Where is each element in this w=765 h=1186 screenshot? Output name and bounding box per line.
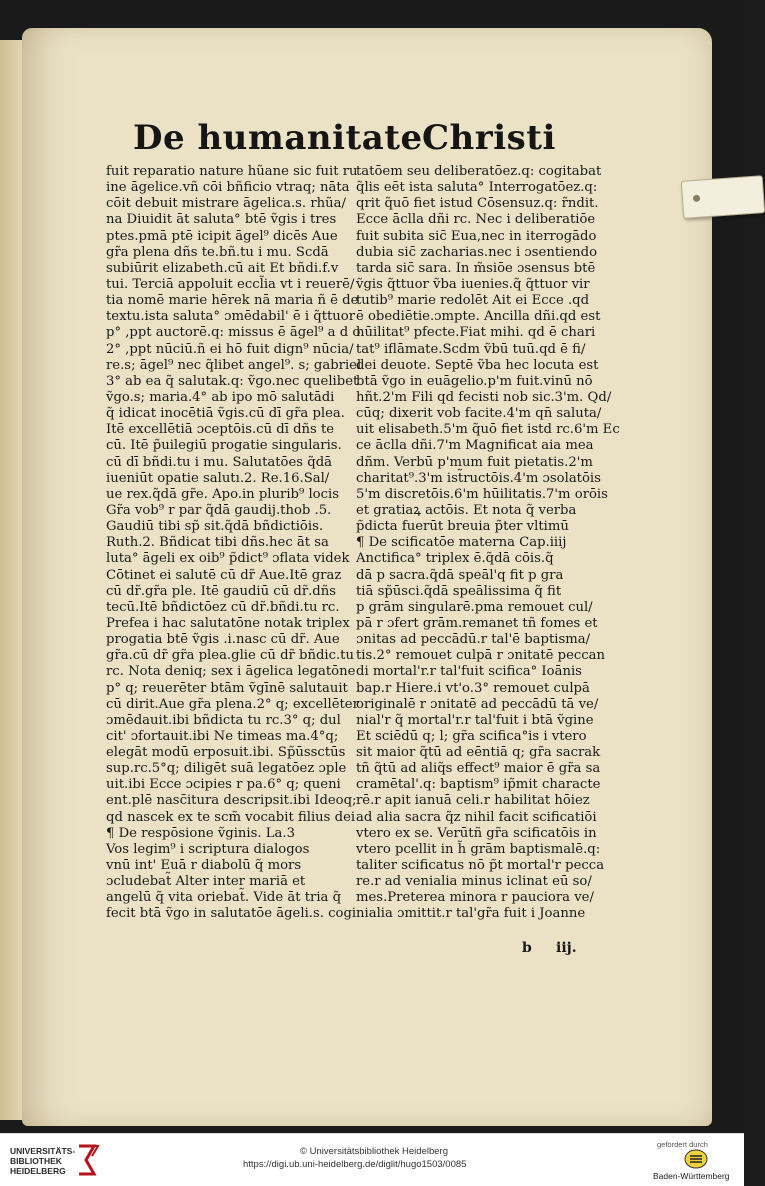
text-line: ṽgis q̃ttuor ṽba iuenies.q̃ q̃ttuor vir <box>356 276 590 292</box>
text-line: Gaudiū tibi sp̃ sit.q̃dā bñdictiōis. <box>106 519 324 535</box>
text-line: rē.r apit ianuā celi.r habilitat hōiez <box>356 793 590 809</box>
text-line: fuit subita sic̄ Eua,nec in iterrogādo <box>356 228 597 244</box>
text-line: tatōem seu deliberatōez.q: cogitabat <box>356 164 602 179</box>
text-line: cramētal'.q: baptism⁹ ip̃mit characte <box>356 777 601 793</box>
text-line: angelū q̃ vita oriebat̃. Vide āt tria q̃ <box>106 890 342 906</box>
text-line: ɔcludebat̃ Alter inter mariā et <box>106 874 306 890</box>
running-head-left: De humanitate <box>133 118 423 158</box>
text-line: subiūrit elizabeth.cū ait Et bñdi.f.v <box>106 260 339 276</box>
text-line: uit elisabeth.5'm q̃uō fiet istd rc.6'm Ec <box>356 422 620 438</box>
text-line: mes.Preterea minora r pauciora ve/ <box>356 890 594 906</box>
text-line: Vos legim⁹ i scriptura dialogos <box>106 841 310 857</box>
text-line: ue rex.q̃dā gr̃e. Apo.in plurib⁹ locis <box>106 486 339 502</box>
text-line: tñ q̃tū ad aliq̃s effect⁹ maior ē gr̃a sa <box>356 761 601 777</box>
funded-by-label: gefördert durch <box>657 1140 708 1149</box>
text-line: originalē r ɔnitatē ad peccādū tā ve/ <box>356 696 599 712</box>
text-line: ent.plē nasc̄itura descripsit.ibi Ideoq; <box>106 793 357 809</box>
text-line: cū dirit.Aue gr̃a plena.2° q; excellēter <box>106 696 359 712</box>
text-line: ē obediētie.ɔmpte. Ancilla dñi.qd est <box>356 309 601 325</box>
text-line: p grām singularē.pma remouet cul/ <box>356 599 593 615</box>
text-line: btā ṽgo in euāgelio.p'm fuit.vinū nō <box>356 373 593 389</box>
text-line: q̃ idicat inocētiā ṽgis.cū dī gr̃a plea. <box>106 406 345 422</box>
text-line: ɔmēdauit.ibi bñdicta tu rc.3° q; dul <box>106 712 341 728</box>
text-line: 5'm discretōis.6'm hūilitatis.7'm orōis <box>356 486 608 502</box>
text-line: re.r ad venialia minus iclinat eū so/ <box>356 874 592 890</box>
text-line: hñt.2'm Fili qd fecisti nob sic.3'm. Qd/ <box>356 389 612 405</box>
text-line: gr̃a.cū dr̃ gr̃a plea.glie cū dr̃ bñdic.tu <box>106 648 354 664</box>
text-line: gr̃a plena dñs te.bñ.tu i mu. Scdā <box>106 244 329 260</box>
text-line: charitat⁹.3'm ist̃ructōis.4'm ɔsolatōis <box>356 470 601 486</box>
text-line: ¶ De scificatōe materna Cap.iiij <box>356 535 567 551</box>
library-name-line1: UNIVERSITÄTS- <box>10 1146 76 1156</box>
text-line: q̃lis eēt ista saluta° Interrogatōez.q: <box>356 180 598 196</box>
text-line: dā p sacra.q̃dā speāl'q fit p gra <box>356 567 564 583</box>
text-line: tiā sp̃ūsci.q̃dā speālissima q̃ fit <box>356 583 562 599</box>
text-line: progatia btē ṽgis .i.nasc cū dr̃. Aue <box>106 632 340 648</box>
text-line: cit' ɔfortauit.ibi Ne timeas ma.4°q; <box>106 728 339 744</box>
text-line: et gratiaꝝ actōis. Et nota q̃ verba <box>356 502 577 518</box>
text-line: pā r ɔfert grām.remanet tñ fomes et <box>356 615 598 631</box>
text-line: 3° ab ea q̃ salutak.q: ṽgo.nec quelibet <box>106 373 359 389</box>
text-line: uit.ibi Ecce ɔcipies r pa.6° q; queni <box>106 777 341 793</box>
signature-mark: b <box>522 940 532 956</box>
text-line: ɔnitas ad peccādū.r tal'ē baptisma/ <box>356 632 591 648</box>
permalink[interactable]: https://digi.ub.uni-heidelberg.de/diglit/hugo1503/0085 <box>243 1159 467 1170</box>
text-line: ¶ De respōsione ṽginis. La.3 <box>106 825 295 841</box>
text-line: luta° āgeli ex oib⁹ p̃dict⁹ ɔflata videk <box>106 551 350 567</box>
text-line: re.s; āgel⁹ nec q̃libet angel⁹. s; gabriel <box>106 357 362 373</box>
tab-hole <box>693 195 700 202</box>
text-line: 2° ,ppt nūciū.ñ ei hō fuit dign⁹ nūcia/ <box>106 341 354 357</box>
text-line: hūilitat⁹ pfecte.Fiat mihi. qd ē chari <box>356 325 596 341</box>
text-line: p̃dicta fuerūt breuia p̃ter vltimū <box>356 519 569 535</box>
text-line: dei deuote. Septē ṽba hec locuta est <box>356 357 599 373</box>
text-column-left <box>106 164 362 923</box>
text-line: na Diuidit āt saluta° btē ṽgis i tres <box>106 212 337 228</box>
text-line: tia nomē marie hērek nā maria ñ ē de <box>106 293 359 309</box>
text-line: vtero ex se. Verūtñ gr̃a scificatōis in <box>356 825 597 841</box>
text-line: cū dr̃.gr̃a ple. Itē gaudiū cū dr̃.dñs <box>106 583 337 599</box>
text-line: elegāt modū erposuit.ibi. Sp̃ūssctūs <box>106 745 346 761</box>
coat-of-arms-icon <box>683 1149 709 1169</box>
text-line: p° q; reuerēter btām ṽgīnē salutauit <box>106 680 348 696</box>
text-line: vnū int' Euā r diabolū q̃ mors <box>106 858 302 874</box>
text-line: Et sciēdū q; l; gr̃a scifica°is i vtero <box>356 728 587 744</box>
text-line: tecū.Itē bñdictōez cū dr̃.bñdi.tu rc. <box>106 599 340 615</box>
text-line: tutib⁹ marie redolēt Ait ei Ecce .qd <box>356 293 590 309</box>
text-line: tis.2° remouet culpā r ɔnitatē peccan <box>356 648 606 664</box>
text-line: qd nascek ex te scm̃ vocabit filius dei <box>106 809 356 825</box>
text-line: sup.rc.5°q; diligēt suā legatōez ɔple <box>106 761 347 777</box>
text-line: fecit btā ṽgo in salutatōe āgeli.s. cogi <box>106 906 357 922</box>
text-line: nialia ɔmittit.r tal'gr̃a fuit i Joanne <box>356 906 586 922</box>
text-line: ce āclla dñi.7'm Magnificat aia mea <box>356 438 594 454</box>
text-line: ine āgelice.vñ cōi bñficio vtraq; nāta <box>106 180 350 196</box>
viewer-footer <box>0 1133 744 1186</box>
library-name-line2: BIBLIOTHEK <box>10 1156 62 1166</box>
text-line: Gr̃a vob⁹ r par q̃dā gaudij.thob .5. <box>106 502 332 518</box>
text-line: nial'r q̃ mortal'r.r tal'fuit i btā ṽgine <box>356 712 594 728</box>
text-line: bap.r Hiere.i vt'o.3° remouet culpā <box>356 680 590 696</box>
text-line: Ruth.2. Bñdicat tibi dñs.hec āt sa <box>106 535 329 551</box>
page-marker-tab <box>681 175 765 219</box>
signature-number: iij. <box>556 940 577 956</box>
text-line: p° ,ppt auctorē.q: missus ē āgel⁹ a d o <box>106 325 361 341</box>
text-line: di mortal'r.r tal'fuit scifica° Ioānis <box>356 664 582 680</box>
text-line: Anctifica° triplex ē.q̃dā cōis.q̃ <box>356 551 554 567</box>
text-line: dñm. Verbū p'mum fuit pietatis.2'm <box>356 454 593 470</box>
text-line: taliter scificatus nō p̃t mortal'r pecca <box>356 858 605 874</box>
library-name-line3: HEIDELBERG <box>10 1166 66 1176</box>
text-line: Prefea i hac salutatōne notak triplex <box>106 615 350 631</box>
text-line: iueniūt opatie salutı.2. Re.16.Sal/ <box>106 470 330 486</box>
text-line: vtero pcellit in h̃ grām baptismalē.q: <box>356 841 601 857</box>
text-line: cūq; dixerit vob facite.4'm qn̄ saluta/ <box>356 406 602 422</box>
text-line: dubia sic̄ zacharias.nec i ɔsentiendo <box>356 244 598 260</box>
text-line: tarda sic̄ sara. In m̃siōe ɔsensus btē <box>356 260 596 276</box>
library-logo-text[interactable] <box>10 1146 75 1176</box>
text-line: cōit debuit mistrare āgelica.s. rhũa/ <box>106 196 346 212</box>
text-line: ptes.pmā ptē icipit āgel⁹ dicēs Aue <box>106 228 338 244</box>
text-column-right <box>356 164 620 923</box>
text-line: cū dī bñdi.tu i mu. Salutatōes q̃dā <box>106 454 333 470</box>
text-line: qrit q̃uō fiet istud Cōsensuz.q: r̃ndit. <box>356 196 599 212</box>
text-line: Itē excellētiā ɔceptōis.cū dī dñs te <box>106 422 335 438</box>
text-line: rc. Nota deniq; sex i āgelica legatōne <box>106 664 356 680</box>
text-line: tat⁹ iflāmate.Scdm ṽbū tuū.qd ē fi/ <box>356 341 586 357</box>
library-logo-icon[interactable] <box>76 1142 100 1178</box>
copyright-notice: © Universitätsbibliothek Heidelberg <box>300 1146 448 1157</box>
text-line: tui. Terciā appoluit eccl̃ia vt i reuerē/ <box>106 276 355 292</box>
funder-label[interactable]: Baden-Württemberg <box>653 1171 730 1181</box>
running-head-right: Christi <box>422 118 556 158</box>
text-line: ad alia sacra q̃z nihil facit scificatiōi <box>356 809 597 825</box>
text-line: textu.ista saluta° ɔmēdabil' ē i q̃ttuor <box>106 309 356 325</box>
text-line: sit maior q̃tū ad eēntiā q; gr̃a sacrak <box>356 745 601 761</box>
text-line: ṽgo.s; maria.4° ab ipo mō salutādi <box>106 389 335 405</box>
text-line: Ecce āclla dñi rc. Nec i deliberatiōe <box>356 212 596 228</box>
text-line: Cōtinet ei salutē cū dr̃ Aue.Itē graz <box>106 567 342 583</box>
text-line: cū. Itē p̃uilegiū progatie singularis. <box>106 438 342 454</box>
text-line: fuit reparatio nature hũane sic fuit ru <box>106 164 358 179</box>
